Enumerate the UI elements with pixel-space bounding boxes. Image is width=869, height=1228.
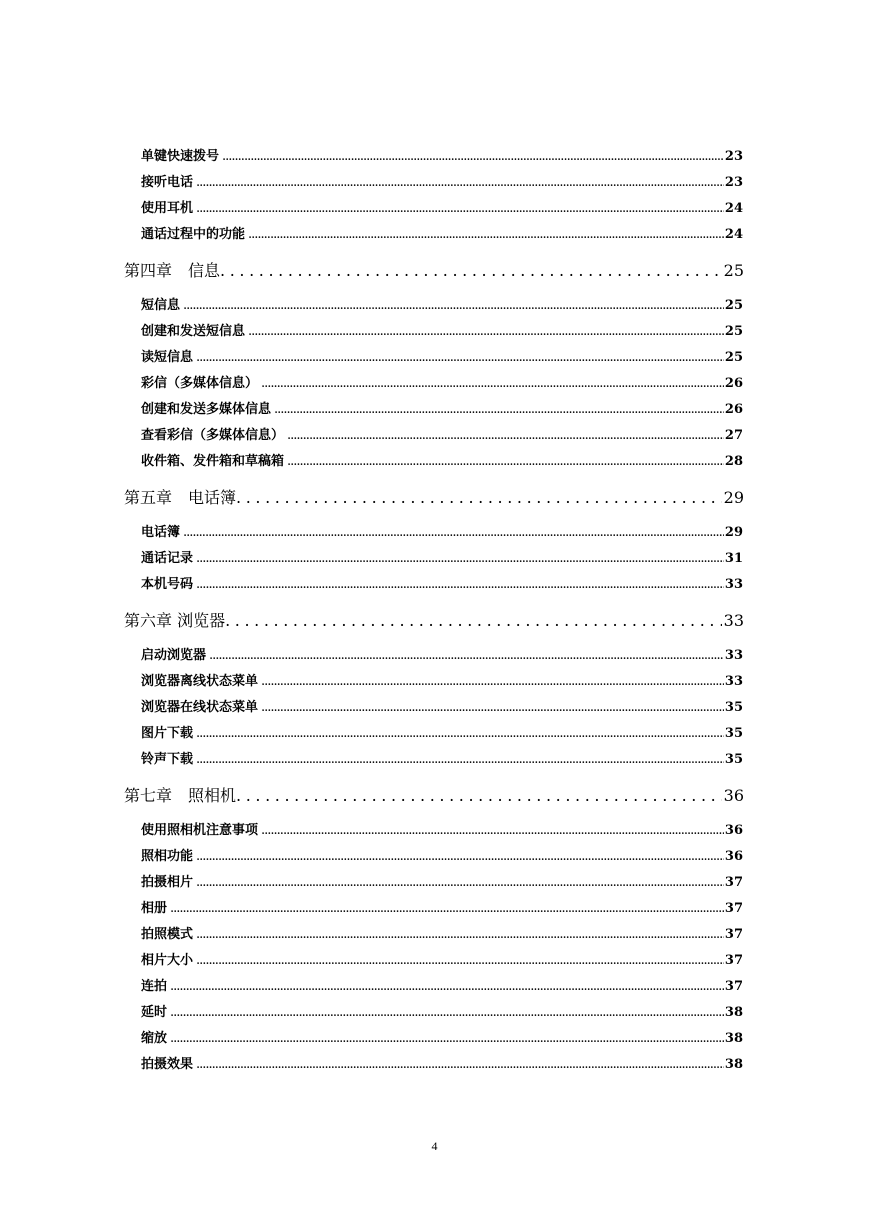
toc-section-entry[interactable] [141,200,743,218]
toc-entry-page: 25 [724,298,743,313]
toc-entry-page: 25 [724,324,743,339]
toc-entry-title: 相册 [141,901,168,916]
dot-leader [206,647,724,665]
dot-leader [271,401,724,419]
toc-entry-title: 第五章 电话簿 [124,488,237,507]
toc-entry-page: 33 [724,577,743,592]
toc-chapter-entry[interactable] [124,260,744,282]
dot-leader [236,487,722,509]
toc-entry-page: 33 [723,611,744,630]
toc-entry-page: 38 [724,1031,743,1046]
dot-leader [167,978,724,996]
toc-entry-title: 通话记录 [141,551,194,566]
toc-entry-title: 拍摄效果 [141,1057,194,1072]
dot-leader [193,848,724,866]
toc-entry-page: 38 [724,1005,743,1020]
toc-entry-title: 本机号码 [141,577,194,592]
toc-entry-page: 33 [724,674,743,689]
toc-section-entry[interactable] [141,427,743,445]
toc-section-entry[interactable] [141,647,743,665]
toc-section-entry[interactable] [141,148,743,166]
toc-entry-title: 浏览器在线状态菜单 [141,700,259,715]
toc-entry-page: 36 [724,823,743,838]
toc-entry-title: 第四章 信息 [124,261,221,280]
toc-section-entry[interactable] [141,822,743,840]
toc-entry-page: 26 [724,402,743,417]
dot-leader [167,1004,724,1022]
toc-entry-title: 电话簿 [141,525,181,540]
toc-section-entry[interactable] [141,1004,743,1022]
dot-leader [220,260,722,282]
toc-entry-title: 读短信息 [141,350,194,365]
toc-section-entry[interactable] [141,952,743,970]
dot-leader [193,874,724,892]
toc-entry-title: 收件箱、发件箱和草稿箱 [141,454,285,469]
dot-leader [219,148,724,166]
toc-entry-title: 启动浏览器 [141,648,207,663]
dot-leader [236,785,722,807]
dot-leader [193,725,724,743]
toc-entry-title: 拍摄相片 [141,875,194,890]
dot-leader [193,1056,724,1074]
toc-entry-page: 37 [724,927,743,942]
dot-leader [245,323,724,341]
toc-section-entry[interactable] [141,226,743,244]
dot-leader [193,952,724,970]
toc-chapter-entry[interactable] [124,487,744,509]
toc-entry-title: 接听电话 [141,175,194,190]
toc-section-entry[interactable] [141,874,743,892]
toc-entry-page: 38 [724,1057,743,1072]
toc-section-entry[interactable] [141,926,743,944]
dot-leader [193,751,724,769]
toc-section-entry[interactable] [141,524,743,542]
toc-entry-title: 创建和发送多媒体信息 [141,402,272,417]
toc-chapter-entry[interactable] [124,610,744,632]
dot-leader [258,699,724,717]
toc-section-entry[interactable] [141,900,743,918]
toc-entry-page: 28 [724,454,743,469]
toc-entry-title: 单键快速拨号 [141,149,220,164]
toc-chapter-entry[interactable] [124,785,744,807]
dot-leader [258,375,724,393]
toc-entry-title: 查看彩信（多媒体信息） [141,428,285,443]
dot-leader [284,453,724,471]
toc-entry-page: 23 [724,149,743,164]
dot-leader [225,610,722,632]
toc-entry-title: 使用照相机注意事项 [141,823,259,838]
toc-section-entry[interactable] [141,453,743,471]
dot-leader [193,926,724,944]
toc-entry-page: 37 [724,979,743,994]
toc-entry-title: 拍照模式 [141,927,194,942]
toc-entry-title: 第六章 浏览器 [124,611,226,630]
dot-leader [180,524,724,542]
page-number: 4 [431,1139,438,1153]
toc-entry-title: 通话过程中的功能 [141,227,246,242]
toc-section-entry[interactable] [141,1056,743,1074]
dot-leader [180,297,724,315]
toc-entry-title: 连拍 [141,979,168,994]
toc-entry-title: 第七章 照相机 [124,786,237,805]
toc-entry-title: 缩放 [141,1031,168,1046]
toc-entry-page: 24 [724,201,743,216]
toc-entry-page: 37 [724,875,743,890]
toc-entry-title: 短信息 [141,298,181,313]
toc-section-entry[interactable] [141,401,743,419]
dot-leader [193,349,724,367]
toc-entry-title: 照相功能 [141,849,194,864]
toc-entry-page: 26 [724,376,743,391]
toc-entry-page: 35 [724,752,743,767]
toc-entry-title: 使用耳机 [141,201,194,216]
toc-entry-page: 31 [724,551,743,566]
toc-entry-title: 图片下载 [141,726,194,741]
toc-entry-page: 25 [724,350,743,365]
toc-section-entry[interactable] [141,699,743,717]
dot-leader [245,226,724,244]
dot-leader [258,673,724,691]
dot-leader [167,900,724,918]
toc-entry-page: 35 [724,700,743,715]
toc-entry-title: 创建和发送短信息 [141,324,246,339]
toc-entry-page: 36 [724,849,743,864]
toc-section-entry[interactable] [141,978,743,996]
toc-section-entry[interactable] [141,751,743,769]
toc-entry-page: 36 [723,786,744,805]
toc-section-entry[interactable] [141,576,743,594]
toc-entry-title: 彩信（多媒体信息） [141,376,259,391]
toc-entry-title: 铃声下载 [141,752,194,767]
dot-leader [193,174,724,192]
dot-leader [193,550,724,568]
dot-leader [193,200,724,218]
dot-leader [193,576,724,594]
toc-entry-page: 37 [724,901,743,916]
toc-entry-page: 29 [723,488,744,507]
toc-section-entry[interactable] [141,349,743,367]
toc-section-entry[interactable] [141,550,743,568]
toc-section-entry[interactable] [141,725,743,743]
toc-entry-title: 浏览器离线状态菜单 [141,674,259,689]
toc-entry-page: 29 [724,525,743,540]
dot-leader [258,822,724,840]
toc-entry-page: 33 [724,648,743,663]
toc-entry-title: 相片大小 [141,953,194,968]
toc-entry-page: 25 [723,261,744,280]
toc-entry-page: 24 [724,227,743,242]
toc-section-entry[interactable] [141,1030,743,1048]
toc-section-entry[interactable] [141,323,743,341]
toc-section-entry[interactable] [141,297,743,315]
toc-entry-page: 23 [724,175,743,190]
dot-leader [284,427,724,445]
dot-leader [167,1030,724,1048]
toc-section-entry[interactable] [141,174,743,192]
toc-entry-page: 35 [724,726,743,741]
toc-entry-page: 37 [724,953,743,968]
toc-section-entry[interactable] [141,673,743,691]
toc-section-entry[interactable] [141,375,743,393]
toc-section-entry[interactable] [141,848,743,866]
toc-entry-title: 延时 [141,1005,168,1020]
toc-entry-page: 27 [724,428,743,443]
